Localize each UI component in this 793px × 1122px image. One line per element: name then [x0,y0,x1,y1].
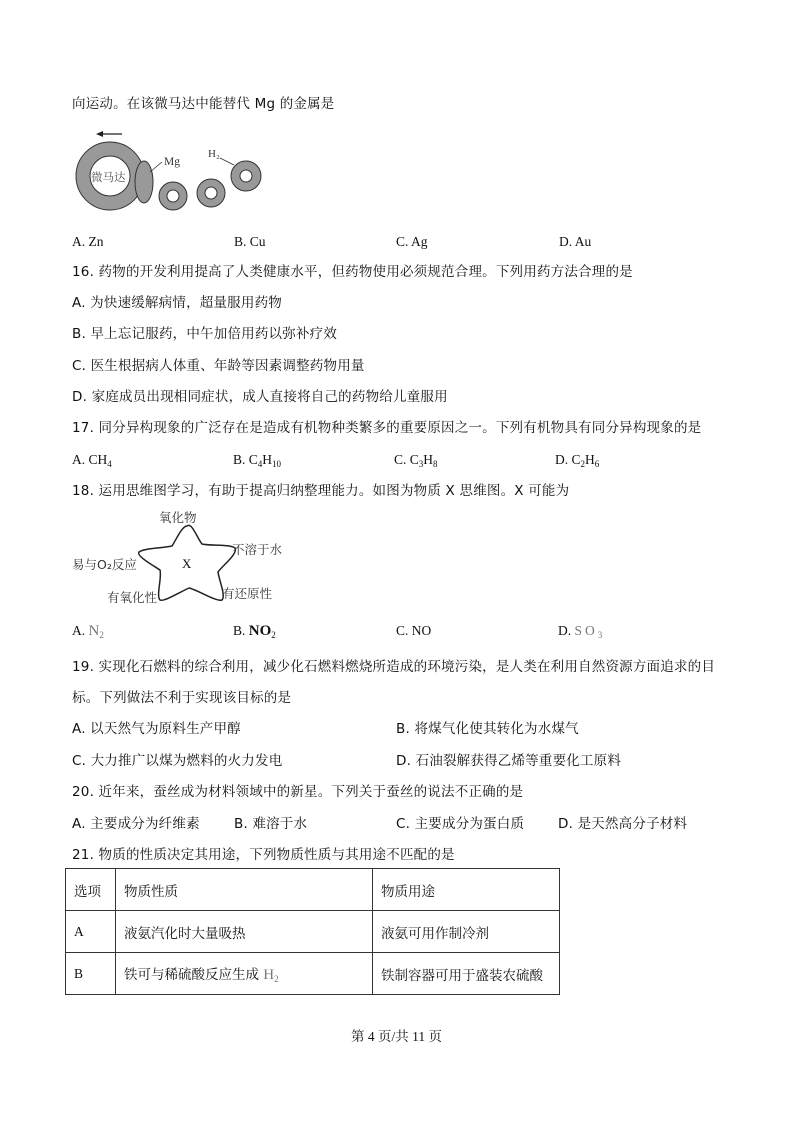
mindmap-bottom-left: 有氧化性 [107,590,158,605]
mindmap-center: X [182,556,192,571]
q16-option-a[interactable]: A. 为快速缓解病情，超量服用药物 [72,295,282,311]
mindmap-top: 氧化物 [159,510,197,525]
row-option: A [66,911,116,953]
q19-option-a[interactable]: A. 以天然气为原料生产甲醇 [72,721,241,737]
q18-option-d[interactable]: D. $SO_3$ [558,623,603,640]
q17-stem: 17. 同分异构现象的广泛存在是造成有机物种类繁多的重要原因之一。下列有机物具有同分异构现象的是 [72,420,702,436]
table-header-row [66,869,560,911]
h2-label: H₂ [208,148,220,160]
row-option: B [66,953,116,995]
q21-table [65,868,560,995]
mindmap-right: 不溶于水 [232,542,283,557]
q20-stem: 20. 近年来，蚕丝成为材料领域中的新星。下列关于蚕丝的说法不正确的是 [72,784,524,800]
q18-stem: 18. 运用思维图学习，有助于提高归纳整理能力。如图为物质 X 思维图。X 可能为 [72,483,570,499]
q20-option-c[interactable]: C. 主要成分为蛋白质 [396,816,525,832]
micromotor-figure [72,126,272,218]
header-use: 物质用途 [373,869,560,911]
header-property: 物质性质 [116,869,373,911]
q17-option-a[interactable]: A. $CH_4$ [72,452,112,469]
q20-option-b[interactable]: B. 难溶于水 [234,816,308,832]
table-row [66,953,560,995]
q19-stem-line1: 19. 实现化石燃料的综合利用，减少化石燃料燃烧所造成的环境污染，是人类在利用自然资源方面追求的目 [72,659,716,675]
mind-map-figure [72,508,302,608]
row-property: 液氨汽化时大量吸热 [116,911,373,953]
row-use: 液氨可用作制冷剂 [373,911,560,953]
header-option: 选项 [66,869,116,911]
q16-option-c[interactable]: C. 医生根据病人体重、年龄等因素调整药物用量 [72,358,365,374]
q18-option-c[interactable]: C. NO [396,623,432,638]
table-row [66,911,560,953]
mg-label: Mg [164,156,180,168]
q19-option-c[interactable]: C. 大力推广以煤为燃料的火力发电 [72,753,283,769]
q17-option-d[interactable]: D. $C_2H_6$ [555,452,600,469]
row-property: 铁可与稀硫酸反应生成 $H_2$ [116,953,373,995]
q16-option-b[interactable]: B. 早上忘记服药，中午加倍用药以弥补疗效 [72,326,338,342]
mindmap-left: 易与O₂反应 [72,557,137,572]
q15-stem-tail: 向运动。在该微马达中能替代 Mg 的金属是 [72,96,335,112]
q15-option-d[interactable]: D. Au [559,234,592,249]
q18-option-a[interactable]: A. $N_2$ [72,623,104,640]
q16-stem: 16. 药物的开发利用提高了人类健康水平，但药物使用必须规范合理。下列用药方法合理的是 [72,264,633,280]
q15-option-b[interactable]: B. Cu [234,234,266,249]
q15-option-c[interactable]: C. Ag [396,234,428,249]
q17-option-b[interactable]: B. $C_4H_{10}$ [233,452,282,469]
row-use: 铁制容器可用于盛装农硫酸 [373,953,560,995]
q18-option-b[interactable]: B. $NO_2$ [233,623,276,640]
q21-stem: 21. 物质的性质决定其用途，下列物质性质与其用途不匹配的是 [72,847,455,863]
q15-option-a[interactable]: A. Zn [72,234,104,249]
q19-option-b[interactable]: B. 将煤气化使其转化为水煤气 [396,721,579,737]
page-footer: 第 4 页/共 11 页 [351,1029,442,1044]
q17-option-c[interactable]: C. $C_3H_8$ [394,452,438,469]
motor-label: 微马达 [91,170,126,184]
q19-option-d[interactable]: D. 石油裂解获得乙烯等重要化工原料 [396,753,622,769]
q19-stem-line2: 标。下列做法不利于实现该目标的是 [72,690,292,706]
q16-option-d[interactable]: D. 家庭成员出现相同症状，成人直接将自己的药物给儿童服用 [72,389,448,405]
q20-option-a[interactable]: A. 主要成分为纤维素 [72,816,200,832]
q20-option-d[interactable]: D. 是天然高分子材料 [558,816,688,832]
mindmap-bottom-right: 有还原性 [222,586,273,601]
